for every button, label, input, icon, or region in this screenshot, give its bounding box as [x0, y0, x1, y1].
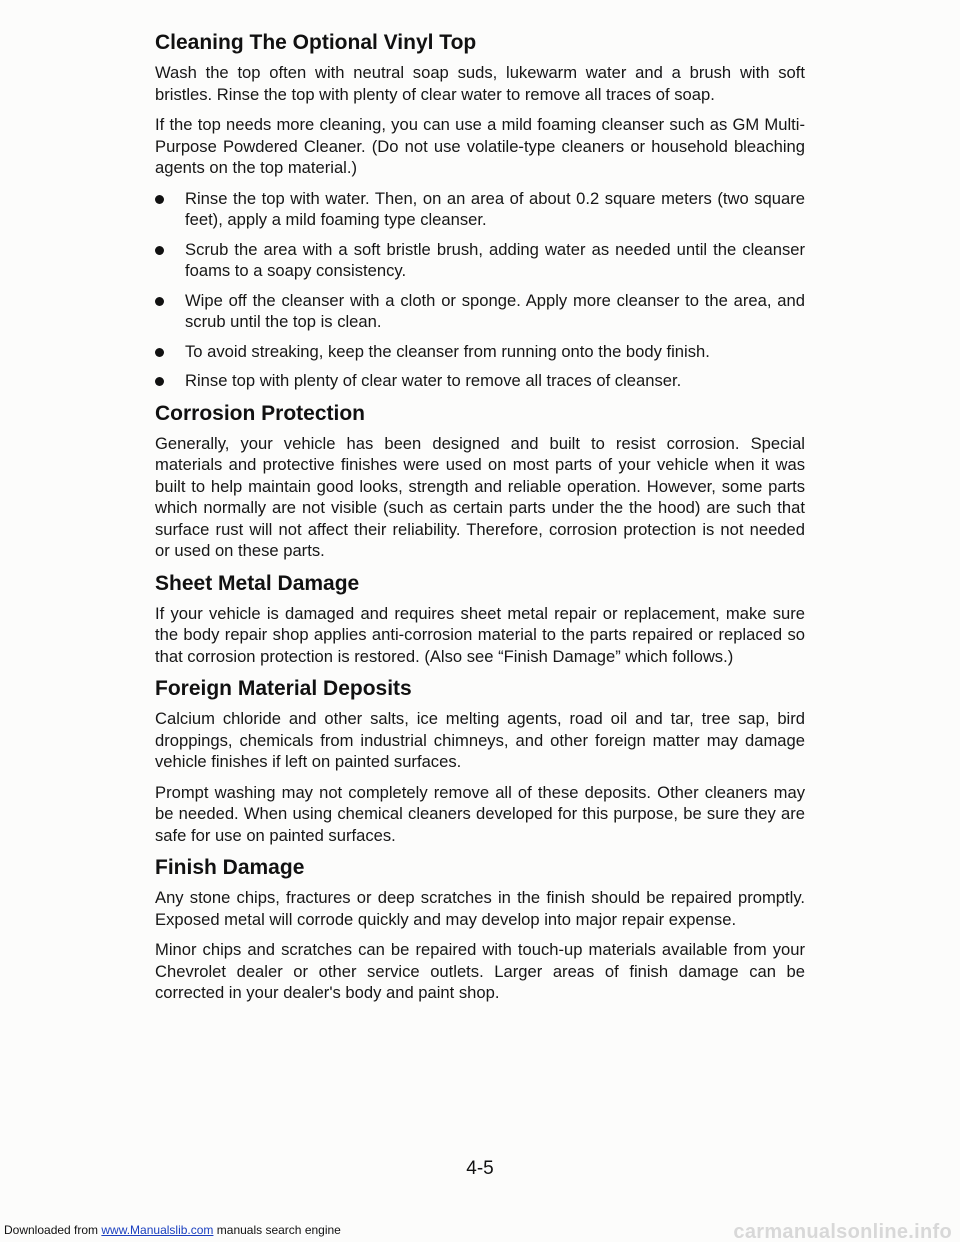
paragraph: Prompt washing may not completely remove all of these deposits. Other cleaners may be needed. When using chemical cleaners developed for this purpose, be sure they are safe for use on painted surfaces. [155, 782, 805, 845]
list-item-text: Rinse the top with water. Then, on an area of about 0.2 square meters (two square feet), apply a mild foaming type cleanser. [185, 188, 805, 229]
section-finish-damage [155, 855, 805, 1004]
footer-prefix: Downloaded from [4, 1223, 102, 1237]
section-vinyl-top [155, 30, 805, 392]
list-item-text: Scrub the area with a soft bristle brush, adding water as needed until the cleanser foams to a soapy consistency. [185, 239, 805, 280]
bullet-icon [155, 297, 164, 306]
download-footer [0, 1222, 960, 1242]
paragraph: Wash the top often with neutral soap suds, lukewarm water and a brush with soft bristles. Rinse the top with plenty of clear water to remove all traces of soap. [155, 63, 805, 104]
list-item [155, 239, 805, 282]
paragraph: Any stone chips, fractures or deep scratches in the finish should be repaired promptly. Exposed metal will corrode quickly and may develop into major repair expense. [155, 888, 805, 929]
list-item [155, 188, 805, 231]
footer-credit [4, 1220, 341, 1240]
bullet-icon [155, 377, 164, 386]
list-item [155, 370, 805, 392]
list-item-text: Rinse top with plenty of clear water to remove all traces of cleanser. [185, 371, 682, 390]
paragraph: Generally, your vehicle has been designed and built to resist corrosion. Special materials and protective finishes were used on most parts of your vehicle when it was built to help maintain good looks, strength and reliable operation. However, some parts which normally are not visible (such as certain parts under the the hood) are such that surface rust will not affect their reliability. Therefore, corrosion protection is not needed or used on these parts. [155, 433, 805, 560]
list-item [155, 290, 805, 333]
section-heading: Sheet Metal Damage [155, 571, 360, 595]
footer-suffix: manuals search engine [213, 1223, 341, 1237]
section-corrosion-protection [155, 401, 805, 562]
section-heading: Foreign Material Deposits [155, 677, 412, 700]
section-foreign-material-deposits [155, 676, 805, 846]
paragraph: If the top needs more cleaning, you can use a mild foaming cleanser such as GM Multi-Purpose Powdered Cleaner. (Do not use volatile-type cleaners or household bleaching agents on the top material.) [155, 115, 805, 177]
section-sheet-metal-damage [155, 571, 805, 668]
section-heading: Finish Damage [155, 856, 305, 879]
paragraph: If your vehicle is damaged and requires sheet metal repair or replacement, make sure the body repair shop applies anti-corrosion material to the parts repaired or replaced so that corrosion protection is restored. (Also see “Finish Damage” which follows.) [155, 603, 805, 666]
section-heading: Cleaning The Optional Vinyl Top [155, 31, 477, 54]
list-item-text: Wipe off the cleanser with a cloth or sponge. Apply more cleanser to the area, and scrub until the top is clean. [185, 290, 805, 331]
manualslib-link[interactable]: www.Manualslib.com [101, 1223, 214, 1237]
section-heading: Corrosion Protection [155, 401, 366, 425]
page-number: 4-5 [466, 1158, 494, 1179]
watermark: carmanualsonline.info [733, 1221, 952, 1243]
paragraph: Minor chips and scratches can be repaired with touch-up materials available from your Chevrolet dealer or other service outlets. Larger areas of finish damage can be corrected in your dealer's body and paint shop. [155, 940, 805, 1002]
bullet-list [155, 188, 805, 392]
list-item-text: To avoid streaking, keep the cleanser from running onto the body finish. [185, 341, 710, 361]
list-item [155, 341, 805, 363]
bullet-icon [155, 348, 164, 357]
bullet-icon [155, 246, 164, 255]
paragraph: Calcium chloride and other salts, ice melting agents, road oil and tar, tree sap, bird droppings, chemicals from industrial chimneys, and other foreign matter may damage vehicle finishes if left on painted surfaces. [155, 709, 805, 771]
bullet-icon [155, 195, 164, 204]
page-content [155, 30, 805, 1013]
